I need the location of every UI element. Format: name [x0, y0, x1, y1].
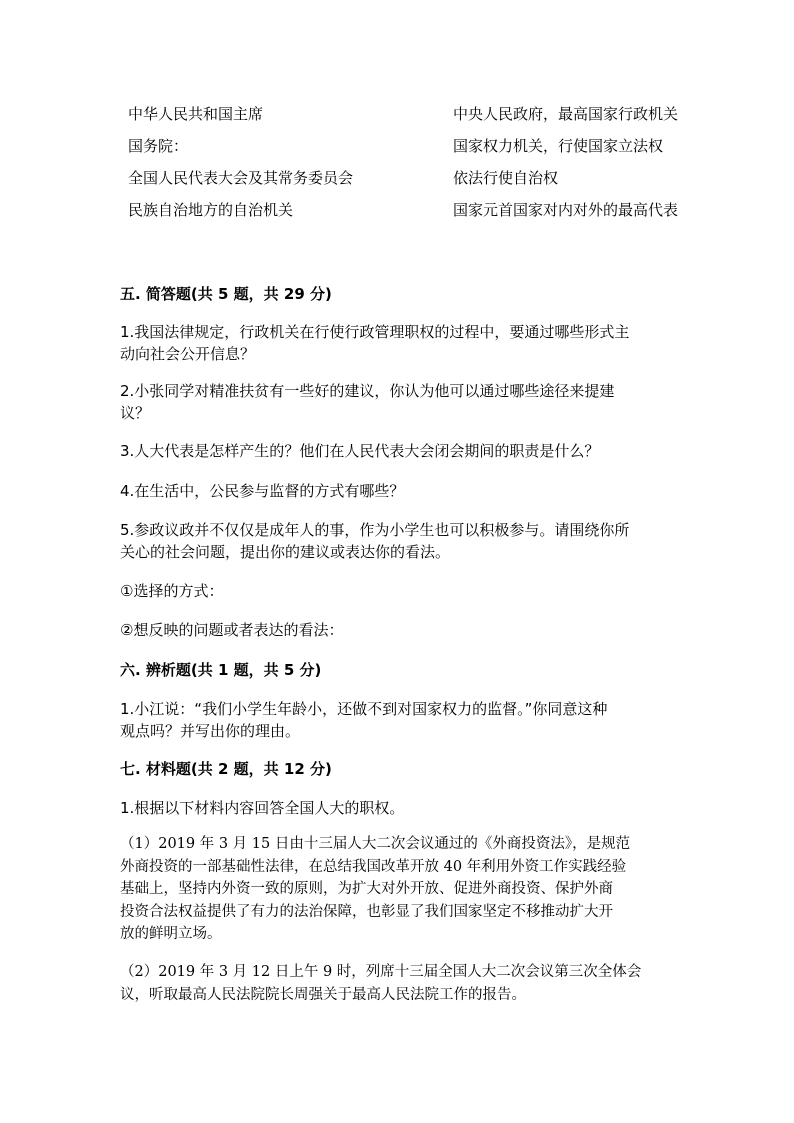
- section-5-heading: 五. 简答题(共 5 题，共 29 分): [120, 285, 332, 303]
- matching-left-item: 全国人民代表大会及其常务委员会: [128, 169, 354, 187]
- matching-left-item: 民族自治地方的自治机关: [128, 201, 294, 219]
- material-text-line: 放的鲜明立场。: [120, 926, 222, 942]
- material-text-line: 议，听取最高人民法院院长周强关于最高人民法院工作的报告。: [120, 986, 526, 1003]
- question-5-5-sub-2: [120, 619, 680, 641]
- question-text-line: 关心的社会问题，提出你的建议或表达你的看法。: [120, 543, 451, 561]
- question-5-5-sub-1: [120, 580, 680, 602]
- material-text-line: （2）2019 年 3 月 12 日上午 9 时，列席十三届全国人大二次会议第三次全体会: [120, 964, 642, 980]
- section-7-heading: 七. 材料题(共 2 题，共 12 分): [120, 760, 332, 778]
- matching-left-item: 国务院：: [128, 137, 189, 155]
- matching-right-item: 国家元首国家对内对外的最高代表: [453, 201, 679, 219]
- material-text-line: 基础上，坚持内外资一致的原则，为扩大对外开放、促进外商投资、保护外商: [120, 881, 613, 897]
- question-text-line: 2.小张同学对精准扶贫有一些好的建议，你认为他可以通过哪些途径来提建: [120, 382, 615, 400]
- material-text-line: 外商投资的一部基础性法律，在总结我国改革开放 40 年利用外资工作实践经验: [120, 858, 627, 875]
- question-text-line: 3.人大代表是怎样产生的？他们在人民代表大会闭会期间的职责是什么？: [120, 442, 600, 460]
- matching-right-item: 国家权力机关，行使国家立法权: [453, 137, 664, 155]
- section-6-heading: 六. 辨析题(共 1 题，共 5 分): [120, 661, 322, 679]
- material-text-line: （1）2019 年 3 月 15 日由十三届人大二次会议通过的《外商投资法》，是规范: [120, 836, 631, 852]
- question-text-line: 1.我国法律规定，行政机关在行使行政管理职权的过程中，要通过哪些形式主: [120, 323, 630, 341]
- matching-table: [120, 98, 720, 226]
- question-text-line: 议？: [120, 404, 151, 422]
- question-text-line: 观点吗？并写出你的理由。: [120, 722, 301, 740]
- matching-row: [120, 162, 720, 194]
- matching-left-item: 中华人民共和国主席: [128, 105, 264, 123]
- question-text-line: 4.在生活中，公民参与监督的方式有哪些？: [120, 482, 405, 500]
- question-text-line: 1.根据以下材料内容回答全国人大的职权。: [120, 799, 405, 817]
- material-2: [120, 961, 680, 1006]
- question-text-line: 5.参政议政并不仅仅是成年人的事，作为小学生也可以积极参与。请围绕你所: [120, 521, 630, 539]
- question-7-1: [120, 797, 680, 819]
- question-5-2: [120, 380, 680, 424]
- question-5-4: [120, 480, 680, 502]
- question-5-1: [120, 321, 680, 365]
- matching-right-item: 依法行使自治权: [453, 169, 559, 187]
- material-text-line: 投资合法权益提供了有力的法治保障，也彰显了我们国家坚定不移推动扩大开: [120, 903, 613, 920]
- matching-right-item: 中央人民政府，最高国家行政机关: [453, 105, 679, 123]
- matching-row: [120, 98, 720, 130]
- matching-row: [120, 130, 720, 162]
- matching-row: [120, 194, 720, 226]
- question-text-line: ①选择的方式：: [120, 582, 224, 600]
- question-6-1: [120, 698, 680, 742]
- question-text-line: 动向社会公开信息？: [120, 345, 256, 363]
- question-text-line: ②想反映的问题或者表达的看法：: [120, 621, 344, 639]
- question-5-3: [120, 440, 680, 462]
- question-5-5: [120, 519, 680, 563]
- question-text-line: 1.小江说：“我们小学生年龄小，还做不到对国家权力的监督。”你同意这种: [120, 700, 608, 718]
- material-1: [120, 833, 680, 946]
